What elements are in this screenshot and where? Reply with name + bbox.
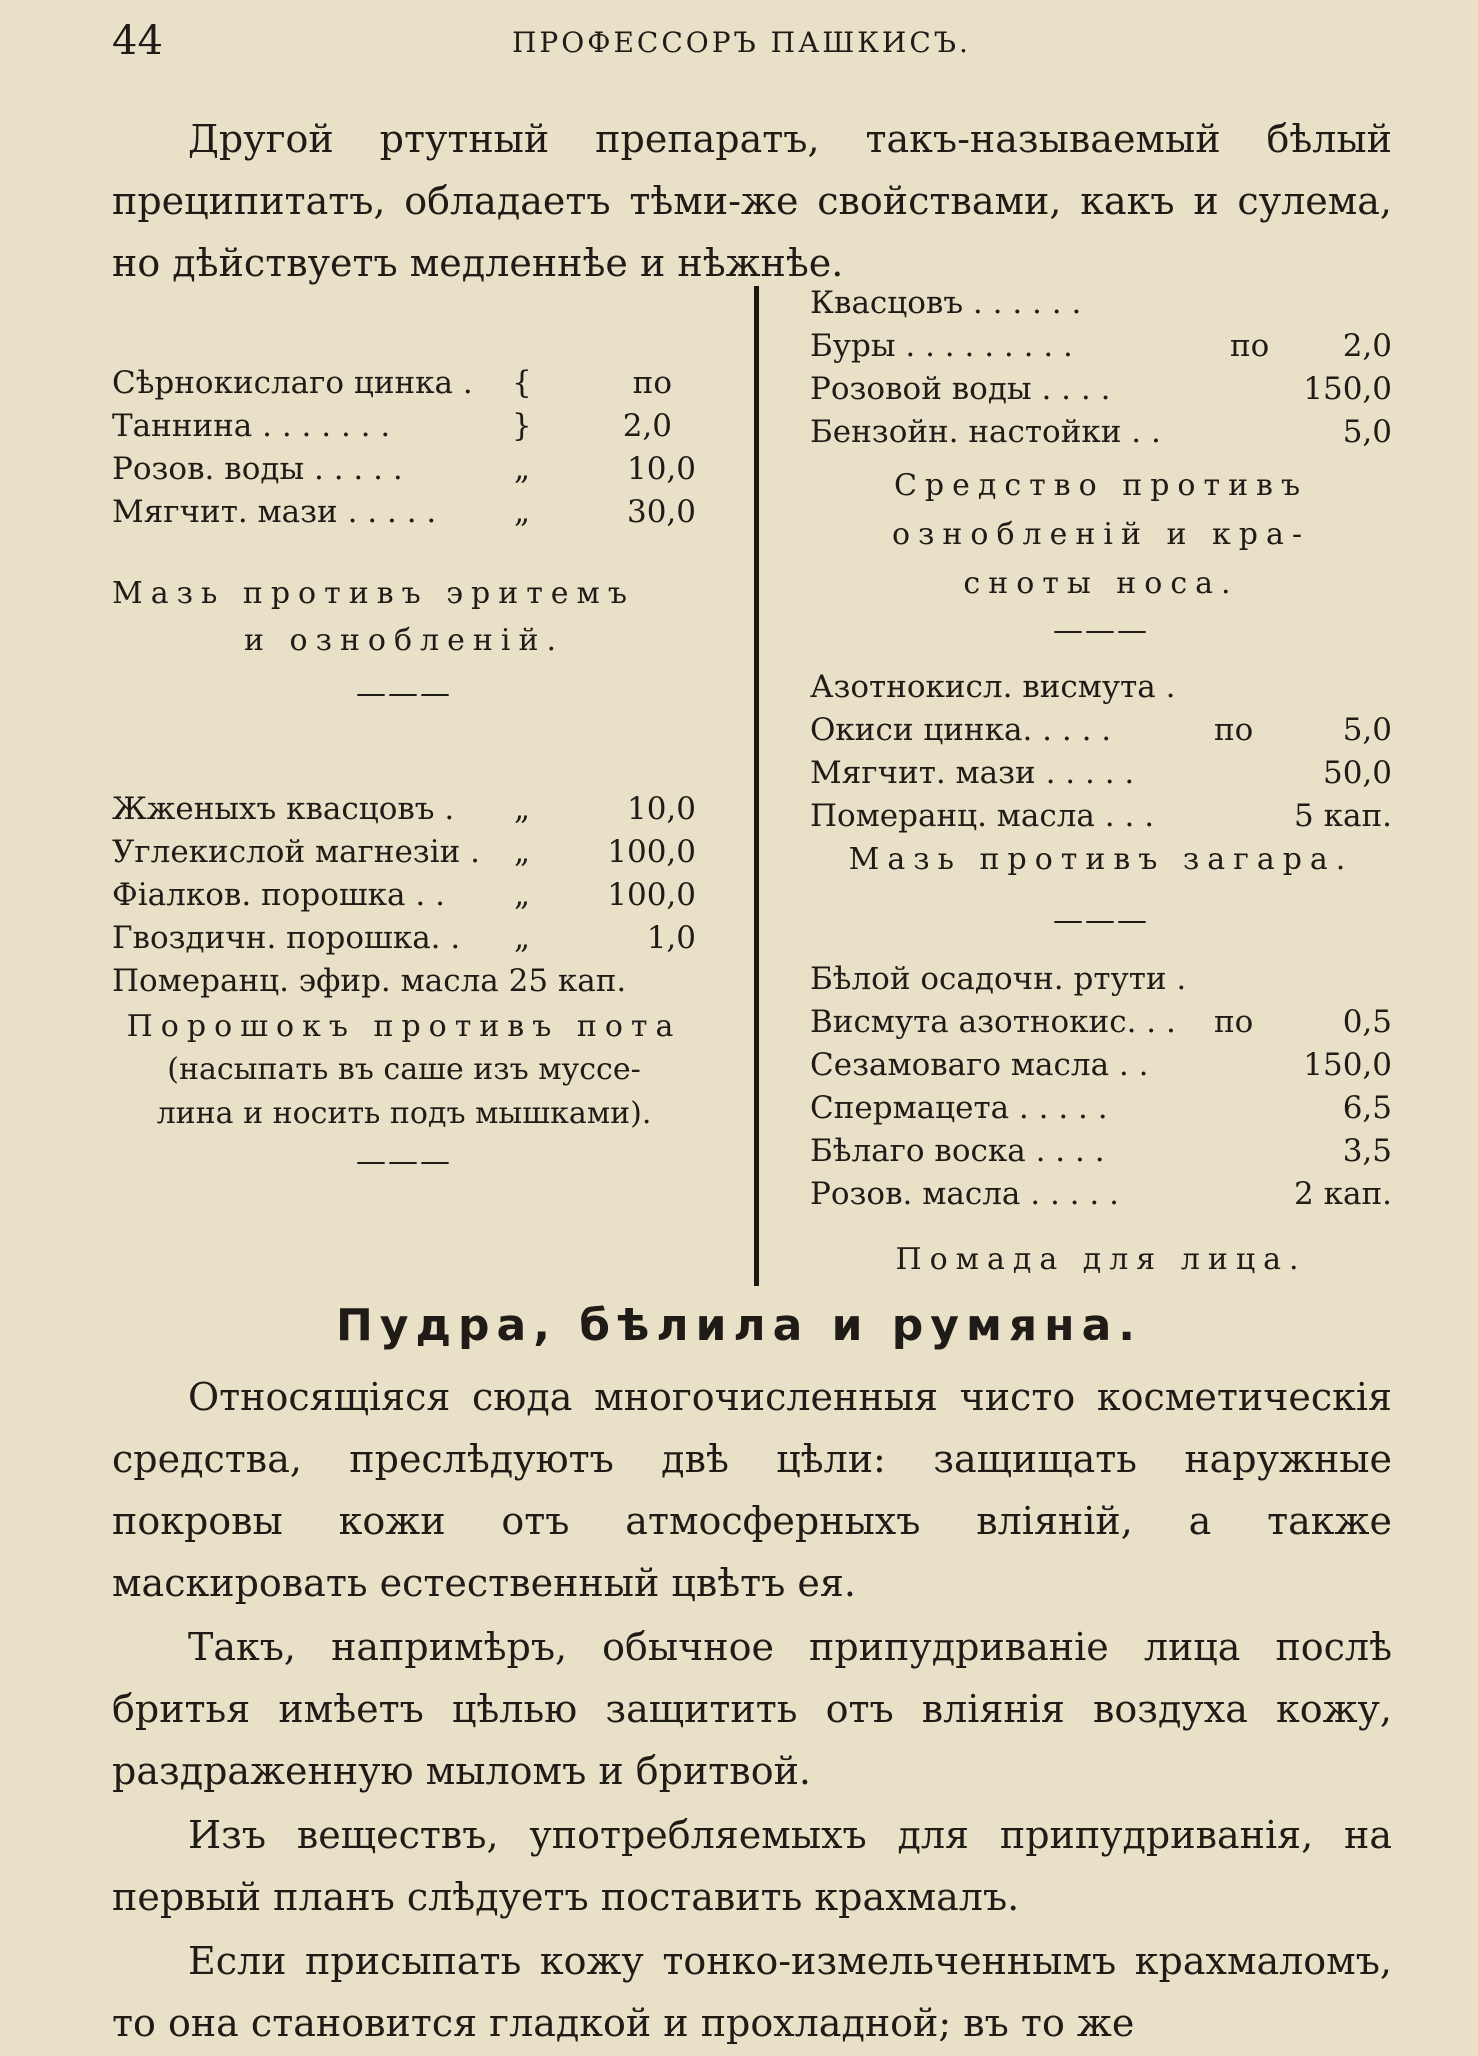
page-number: 44 (112, 18, 163, 64)
recipe-row: Спермацета . . . . . 6,5 (810, 1090, 1392, 1126)
recipe-title: Помада для лица. (895, 1242, 1307, 1277)
intro-paragraph (112, 108, 1392, 294)
recipe-powder (112, 788, 696, 1182)
separator: ——— (1053, 613, 1149, 648)
intro-text: Другой ртутный препаратъ, такъ-называемый бѣлый преципитатъ, обладаетъ тѣми-же свойствами, какъ и сулема, но дѣйствуетъ медленнѣе и нѣжнѣе. (112, 117, 1392, 285)
recipe-row: Розов. воды . . . . . „ 10,0 (112, 451, 696, 487)
recipe-row: Розов. масла . . . . . 2 кап. (810, 1176, 1392, 1212)
running-title: ПРОФЕССОРЪ ПАШКИСЪ. (512, 26, 971, 59)
recipe-title: Мазь противъ загара. (848, 842, 1354, 877)
paragraph: Изъ веществъ, употребляемыхъ для припудриванія, на первый планъ слѣдуетъ поставить крахмалъ. (112, 1813, 1392, 1919)
recipe-title: сноты носа. (963, 566, 1239, 601)
recipe-row: Гвоздичн. порошка. . „ 1,0 (112, 920, 696, 956)
recipe-row: Квасцовъ . . . . . . (810, 285, 1082, 321)
recipe-row: Азотнокисл. висмута . (810, 669, 1176, 705)
recipe-title-block (112, 572, 696, 714)
column-divider (754, 286, 759, 1286)
recipe-row: Мягчит. мази . . . . . 50,0 (810, 755, 1392, 791)
recipe-title: Порошокъ противъ пота (126, 1009, 682, 1044)
recipe-row: Таннина . . . . . . . } 2,0 (112, 408, 672, 444)
recipe-row: Буры . . . . . . . . . по 2,0 (810, 328, 1392, 364)
recipe-title: ознобленій и кра- (892, 517, 1310, 552)
paragraph: Такъ, напримѣръ, обычное припудриваніе лица послѣ бритья имѣетъ цѣлью защитить отъ вліянія воздуха кожу, раздраженную мыломъ и бритвой. (112, 1625, 1392, 1793)
recipe-note: (насыпать въ саше изъ муссе- (167, 1052, 641, 1087)
recipe-title: Мазь противъ эритемъ (112, 576, 635, 611)
paragraph: Относящіяся сюда многочисленныя чисто косметическія средства, преслѣдуютъ двѣ цѣли: защищать наружные покровы кожи отъ атмосферныхъ вліяній, а также маскировать естественный цвѣтъ ея. (112, 1375, 1392, 1605)
body-text (112, 1366, 1392, 2056)
recipe-row: Бензойн. настойки . . 5,0 (810, 414, 1392, 450)
recipe-row: Жженыхъ квасцовъ . „ 10,0 (112, 791, 696, 827)
recipe-row: Бѣлаго воска . . . . 3,5 (810, 1133, 1392, 1169)
recipe-note: лина и носить подъ мышками). (156, 1096, 652, 1131)
recipe-title: и ознобленій. (243, 623, 564, 658)
recipe-row: Углекислой магнезіи . „ 100,0 (112, 834, 696, 870)
separator: ——— (1053, 903, 1149, 938)
recipe-row: Бѣлой осадочн. ртути . (810, 961, 1187, 997)
recipe-row: Померанц. масла . . . 5 кап. (810, 798, 1392, 834)
recipe-row: Окиси цинка. . . . . по 5,0 (810, 712, 1392, 748)
recipe-row: Висмута азотнокис. . . по 0,5 (810, 1004, 1392, 1040)
recipe-row: Померанц. эфир. масла 25 кап. (112, 963, 627, 999)
paragraph: Если присыпать кожу тонко-измельченнымъ крахмаломъ, то она становится гладкой и прохладной; въ то же (112, 1939, 1392, 2045)
recipe-row: Мягчит. мази . . . . . „ 30,0 (112, 494, 696, 530)
recipe-title: Средство противъ (893, 468, 1309, 503)
recipe-sulfate-zinc (112, 362, 696, 534)
page-header (112, 18, 1418, 78)
section-heading: Пудра, бѣлила и румяна. (335, 1300, 1142, 1351)
recipe-row: Розовой воды . . . . 150,0 (810, 371, 1392, 407)
recipe-alum (810, 282, 1392, 651)
recipe-face-pomade (810, 958, 1392, 1281)
recipe-bismuth (810, 666, 1392, 941)
recipe-row: Сезамоваго масла . . 150,0 (810, 1047, 1392, 1083)
recipe-row: Сѣрнокислаго цинка . { по (112, 365, 672, 401)
recipe-row: Фіалков. порошка . . „ 100,0 (112, 877, 696, 913)
separator: ——— (356, 1144, 452, 1179)
separator: ——— (356, 676, 452, 711)
